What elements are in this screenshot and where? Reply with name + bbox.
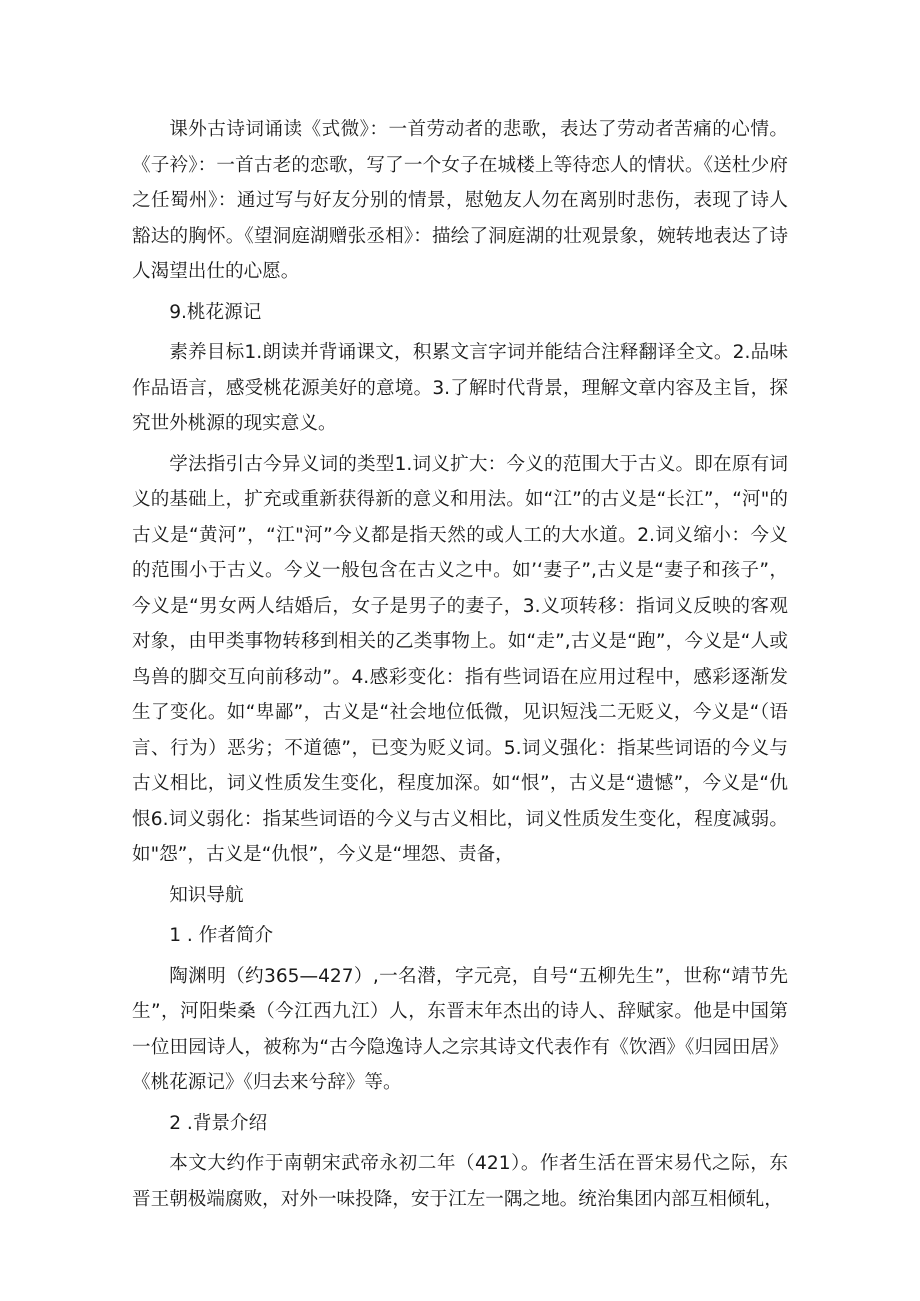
paragraph-study-guide: 学法指引古今异义词的类型1.词义扩大：今义的范围大于古义。即在原有词义的基础上，扩充或重新获得新的意义和用法。如“江”的古义是“长江”，“河"的古义是“黄河”，“江"河”今义都是指天然的或人工的大水道。2.词义缩小：今义的范围小于古义。今义一般包含在古义之中。如’‘妻子”,古义是“妻子和孩子”，今义是“男女两人结婚后，女子是男子的妻子，3.义项转移：指词义反映的客观对象，由甲类事物转移到相关的乙类事物上。如“走”,古义是“跑”，今义是“人或鸟兽的脚交互向前移动”。4.感彩变化：指有些词语在应用过程中，感彩逐渐发生了变化。如“卑鄙”，古义是“社会地位低微，见识短浅二无贬义，今义是“（语言、行为）恶劣；不道德”，已变为贬义词。5.词义强化：指某些词语的今义与古义相比，词义性质发生变化，程度加深。如“恨”，古义是“遗憾”，今义是“仇恨6.词义弱化：指某些词语的今义与古义相比，词义性质发生变化，程度减弱。如"怨”，古义是“仇恨”，今义是“埋怨、责备，: [132, 453, 788, 865]
paragraph-poetry-reading: 课外古诗词诵读《式微》：一首劳动者的悲歌，表达了劳动者苦痛的心情。《子衿》：一首古老的恋歌，写了一个女子在城楼上等待恋人的情状。《送杜少府之任蜀州》：通过写与好友分别的情景，慰勉友人勿在离别时悲伤，表现了诗人豁达的胸怀。《望洞庭湖赠张丞相》：描绘了洞庭湖的壮观景象，婉转地表达了诗人渴望出仕的心愿。: [132, 119, 788, 282]
paragraph-author-bio: 陶渊明（约365—427）,一名潜，字元亮，自号“五柳先生”，世称“靖节先生”，河阳柴桑（今江西九江）人，东晋末年杰出的诗人、辞赋家。他是中国第一位田园诗人，被称为“古今隐逸诗人之宗其诗文代表作有《饮酒》《归园田居》《桃花源记》《归去来兮辞》等。: [132, 965, 788, 1093]
heading-background: 2 .背景介绍: [169, 1112, 268, 1134]
heading-lesson-title: 9.桃花源记: [169, 301, 262, 323]
heading-author-intro: 1 . 作者简介: [169, 925, 274, 946]
document-page: [132, 112, 788, 1217]
paragraph-learning-goals: 素养目标1.朗读并背诵课文，积累文言字词并能结合注释翻译全文。2.品味作品语言，感受桃花源美好的意境。3.了解时代背景，理解文章内容及主旨，探究世外桃源的现实意义。: [132, 342, 788, 434]
heading-knowledge-nav: 知识导航: [169, 884, 244, 906]
paragraph-background: 本文大约作于南朝宋武帝永初二年（421）。作者生活在晋宋易代之际，东晋王朝极端腐败，对外一味投降，安于江左一隅之地。统治集团内部互相倾轧，: [132, 1153, 788, 1210]
